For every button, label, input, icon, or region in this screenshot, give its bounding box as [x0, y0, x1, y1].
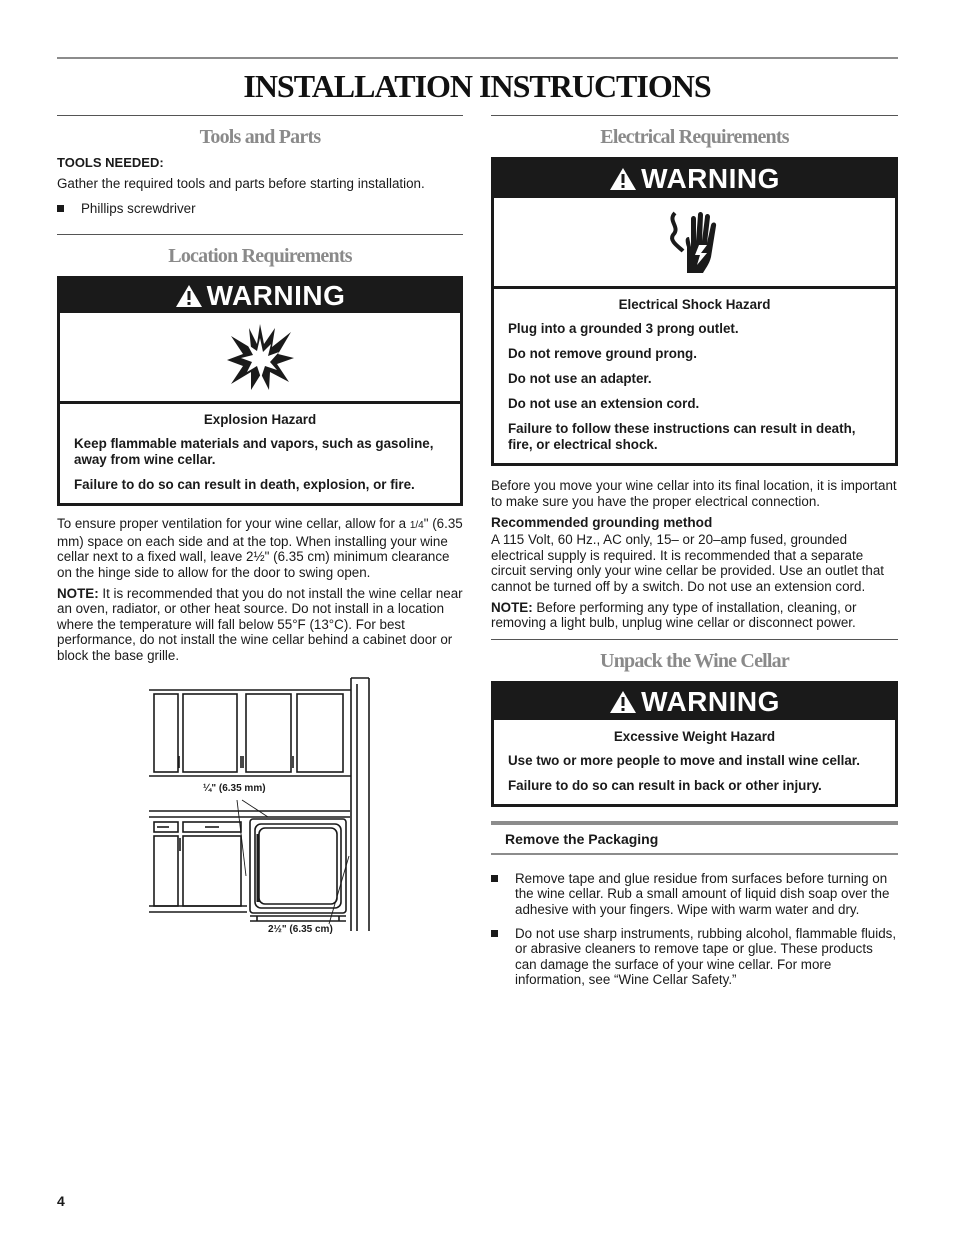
- ventilation-text-a: To ensure proper ventilation for your wine cellar, allow for a: [57, 516, 410, 532]
- warning-line: Failure to do so can result in back or other injury.: [508, 777, 822, 793]
- warning-body: [494, 289, 895, 463]
- tool-item: Phillips screwdriver: [57, 201, 463, 217]
- explosion-picture: [60, 313, 460, 404]
- right-column: [491, 115, 898, 988]
- warning-body: [60, 404, 460, 503]
- top-clearance-label: ¼" (6.35 mm): [203, 782, 266, 794]
- warning-line: Plug into a grounded 3 prong outlet.: [508, 321, 739, 336]
- explosion-icon: [225, 322, 295, 392]
- warning-line: Keep flammable materials and vapors, such as gasoline, away from wine cellar.: [74, 436, 434, 468]
- remove-packaging-heading: Remove the Packaging: [491, 821, 898, 855]
- warning-triangle-icon: [609, 167, 637, 191]
- warning-line: Do not remove ground prong.: [508, 346, 697, 361]
- warning-line: Failure to do so can result in death, explosion, or fire.: [74, 477, 415, 493]
- warning-title: WARNING: [641, 163, 780, 194]
- electrical-intro: Before you move your wine cellar into its final location, it is important to make sure you have the proper electrical connection.: [491, 478, 897, 509]
- section-rule: [57, 115, 463, 116]
- hazard-title: Excessive Weight Hazard: [613, 728, 776, 744]
- ventilation-fraction: 1/4: [409, 520, 424, 532]
- warning-line: Do not use an adapter.: [508, 371, 652, 386]
- location-note: [57, 586, 463, 664]
- top-rule: [57, 57, 898, 59]
- note-label: NOTE:: [57, 585, 99, 601]
- weight-warning-box: [491, 681, 898, 807]
- warning-line: Do not use an extension cord.: [508, 396, 700, 411]
- electrical-warning-box: [491, 157, 898, 466]
- warning-header: [494, 684, 895, 720]
- explosion-warning-box: [57, 276, 463, 506]
- clearance-diagram: [57, 676, 463, 948]
- section-rule: [491, 115, 898, 116]
- hazard-title: Explosion Hazard: [203, 412, 317, 428]
- tools-intro: Gather the required tools and parts before starting installation.: [57, 176, 425, 191]
- warning-body: [494, 720, 895, 804]
- electrical-note: [491, 600, 898, 631]
- section-rule: [491, 639, 898, 640]
- warning-title: WARNING: [641, 685, 780, 717]
- tools-heading: Tools and Parts: [199, 126, 321, 148]
- warning-line: Failure to follow these instructions can result in death, fire, or electrical shock.: [508, 421, 856, 452]
- note-text: It is recommended that you do not install the wine cellar near an oven, radiator, or other heat source. Do not install in a location where the temperature will fall below 55°F (13°C). For best performance, do not install the wine cellar behind a cabinet door or block the base grille.: [57, 585, 463, 663]
- unpack-heading: Unpack the Wine Cellar: [600, 649, 789, 672]
- warning-triangle-icon: [609, 690, 637, 714]
- ventilation-text-b: " (6.35 mm) space on each side and at the top. When installing your wine cellar next to a fixed wall, leave 2½" (6.35 cm) minimum clearance on the hinge side to allow for the door to swing open.: [57, 516, 463, 580]
- warning-line: Use two or more people to move and install wine cellar.: [508, 752, 860, 768]
- note-text: Before performing any type of installation, cleaning, or removing a light bulb, unplug wine cellar or disconnect power.: [491, 599, 857, 631]
- shock-picture: [494, 198, 895, 289]
- packaging-item: Remove tape and glue residue from surfaces before turning on the wine cellar. Rub a small amount of liquid dish soap over the adhesive with your fingers. Wipe with warm water and dry.: [491, 871, 898, 918]
- grounding-heading: Recommended grounding method: [491, 515, 713, 531]
- note-label: NOTE:: [491, 599, 533, 615]
- ventilation-paragraph: [57, 516, 463, 580]
- cabinet-diagram: [57, 676, 463, 948]
- side-clearance-label: 2½" (6.35 cm): [268, 923, 333, 935]
- warning-header: [494, 160, 895, 198]
- warning-title: WARNING: [206, 280, 346, 312]
- electrical-heading: Electrical Requirements: [600, 126, 789, 148]
- warning-triangle-icon: [175, 284, 203, 308]
- hazard-title: Electrical Shock Hazard: [618, 297, 771, 312]
- tools-needed-label: TOOLS NEEDED:: [57, 155, 164, 170]
- page-title: INSTALLATION INSTRUCTIONS: [243, 68, 711, 104]
- warning-header: [60, 279, 460, 313]
- location-heading: Location Requirements: [168, 245, 352, 268]
- electric-shock-hand-icon: [665, 207, 725, 277]
- section-rule: [57, 234, 463, 235]
- grounding-text: A 115 Volt, 60 Hz., AC only, 15– or 20–amp fused, grounded electrical supply is required. It is recommended that a separate circuit serving only your wine cellar be provided. Use an outlet that cannot be turned off by a switch. Do not use an extension cord.: [491, 532, 884, 594]
- page-number: 4: [57, 1193, 65, 1209]
- packaging-item: Do not use sharp instruments, rubbing alcohol, flammable fluids, or abrasive cleaners to remove tape or glue. These products can damage the surface of your wine cellar. For more information, see “Wine Cellar Safety.”: [491, 926, 898, 988]
- left-column: [57, 115, 463, 948]
